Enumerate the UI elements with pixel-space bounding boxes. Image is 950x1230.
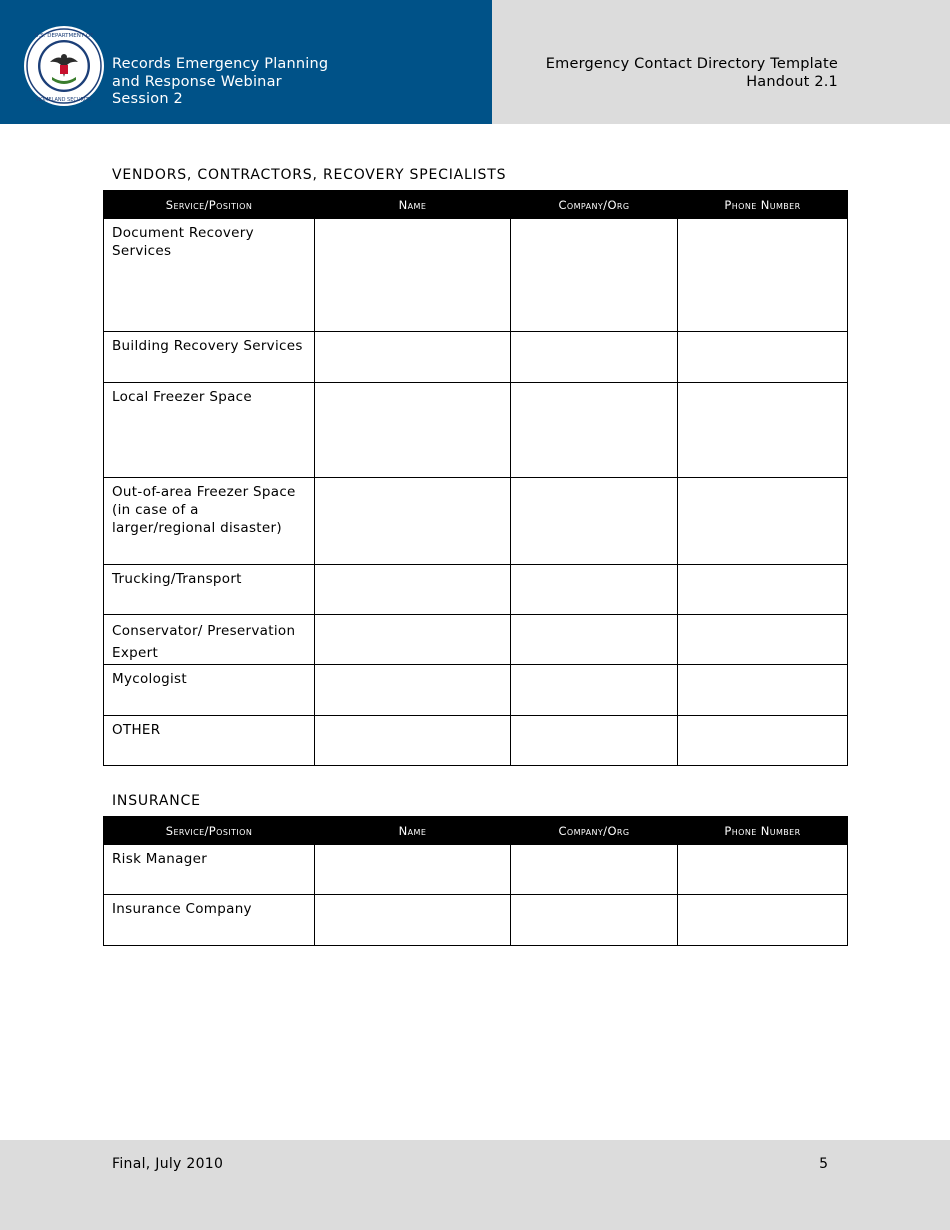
table-row	[104, 383, 848, 478]
phone-cell[interactable]	[678, 716, 848, 766]
company-cell[interactable]	[511, 716, 678, 766]
vendors-table	[103, 190, 848, 766]
column-header-name: Name	[315, 191, 511, 219]
company-cell[interactable]	[511, 383, 678, 478]
table-row	[104, 845, 848, 895]
footer-band	[0, 1140, 950, 1230]
company-cell[interactable]	[511, 615, 678, 665]
service-cell: Local Freezer Space	[104, 383, 315, 478]
name-cell[interactable]	[315, 845, 511, 895]
table-row	[104, 716, 848, 766]
phone-cell[interactable]	[678, 383, 848, 478]
svg-text:U.S. DEPARTMENT OF: U.S. DEPARTMENT OF	[34, 33, 94, 39]
table-row	[104, 332, 848, 383]
dhs-seal-icon	[23, 25, 105, 107]
service-cell: Mycologist	[104, 665, 315, 716]
name-cell[interactable]	[315, 615, 511, 665]
company-cell[interactable]	[511, 219, 678, 332]
phone-cell[interactable]	[678, 219, 848, 332]
table-row	[104, 665, 848, 716]
company-cell[interactable]	[511, 565, 678, 615]
name-cell[interactable]	[315, 219, 511, 332]
column-header-phone: Phone Number	[678, 191, 848, 219]
header-webinar-title	[112, 56, 328, 109]
table-row	[104, 565, 848, 615]
service-cell: Insurance Company	[104, 895, 315, 946]
svg-text:HOMELAND SECURITY: HOMELAND SECURITY	[36, 97, 92, 103]
header-right-line: Handout 2.1	[746, 73, 838, 90]
service-cell: Risk Manager	[104, 845, 315, 895]
service-cell: Conservator/ Preservation Expert	[104, 615, 315, 665]
header-left-line: Session 2	[112, 91, 183, 107]
header-right-line: Emergency Contact Directory Template	[545, 56, 838, 72]
table-row	[104, 615, 848, 665]
company-cell[interactable]	[511, 895, 678, 946]
table-row	[104, 895, 848, 946]
service-cell: Document Recovery Services	[104, 219, 315, 332]
column-header-company: Company/Org	[511, 191, 678, 219]
company-cell[interactable]	[511, 478, 678, 565]
phone-cell[interactable]	[678, 665, 848, 716]
table-header-row	[104, 817, 848, 845]
column-header-company: Company/Org	[511, 817, 678, 845]
name-cell[interactable]	[315, 383, 511, 478]
column-header-service: Service/Position	[104, 817, 315, 845]
name-cell[interactable]	[315, 565, 511, 615]
service-cell: Out-of-area Freezer Space (in case of a larger/regional disaster)	[104, 478, 315, 565]
service-cell: Building Recovery Services	[104, 332, 315, 383]
service-cell: OTHER	[104, 716, 315, 766]
header-left-line: and Response Webinar	[112, 73, 282, 90]
column-header-phone: Phone Number	[678, 817, 848, 845]
column-header-name: Name	[315, 817, 511, 845]
name-cell[interactable]	[315, 716, 511, 766]
table-row	[104, 219, 848, 332]
company-cell[interactable]	[511, 845, 678, 895]
name-cell[interactable]	[315, 478, 511, 565]
page-number: 5	[819, 1156, 828, 1172]
company-cell[interactable]	[511, 665, 678, 716]
phone-cell[interactable]	[678, 332, 848, 383]
phone-cell[interactable]	[678, 845, 848, 895]
name-cell[interactable]	[315, 665, 511, 716]
insurance-table	[103, 816, 848, 946]
section-title-insurance: INSURANCE	[112, 793, 201, 809]
service-cell: Trucking/Transport	[104, 565, 315, 615]
name-cell[interactable]	[315, 895, 511, 946]
footer-version: Final, July 2010	[112, 1156, 224, 1172]
phone-cell[interactable]	[678, 895, 848, 946]
header-document-title	[546, 56, 838, 91]
column-header-service: Service/Position	[104, 191, 315, 219]
name-cell[interactable]	[315, 332, 511, 383]
section-title-vendors: VENDORS, CONTRACTORS, RECOVERY SPECIALISTS	[112, 167, 507, 183]
table-row	[104, 478, 848, 565]
table-header-row	[104, 191, 848, 219]
phone-cell[interactable]	[678, 615, 848, 665]
company-cell[interactable]	[511, 332, 678, 383]
phone-cell[interactable]	[678, 478, 848, 565]
phone-cell[interactable]	[678, 565, 848, 615]
header-left-line: Records Emergency Planning	[112, 56, 329, 72]
